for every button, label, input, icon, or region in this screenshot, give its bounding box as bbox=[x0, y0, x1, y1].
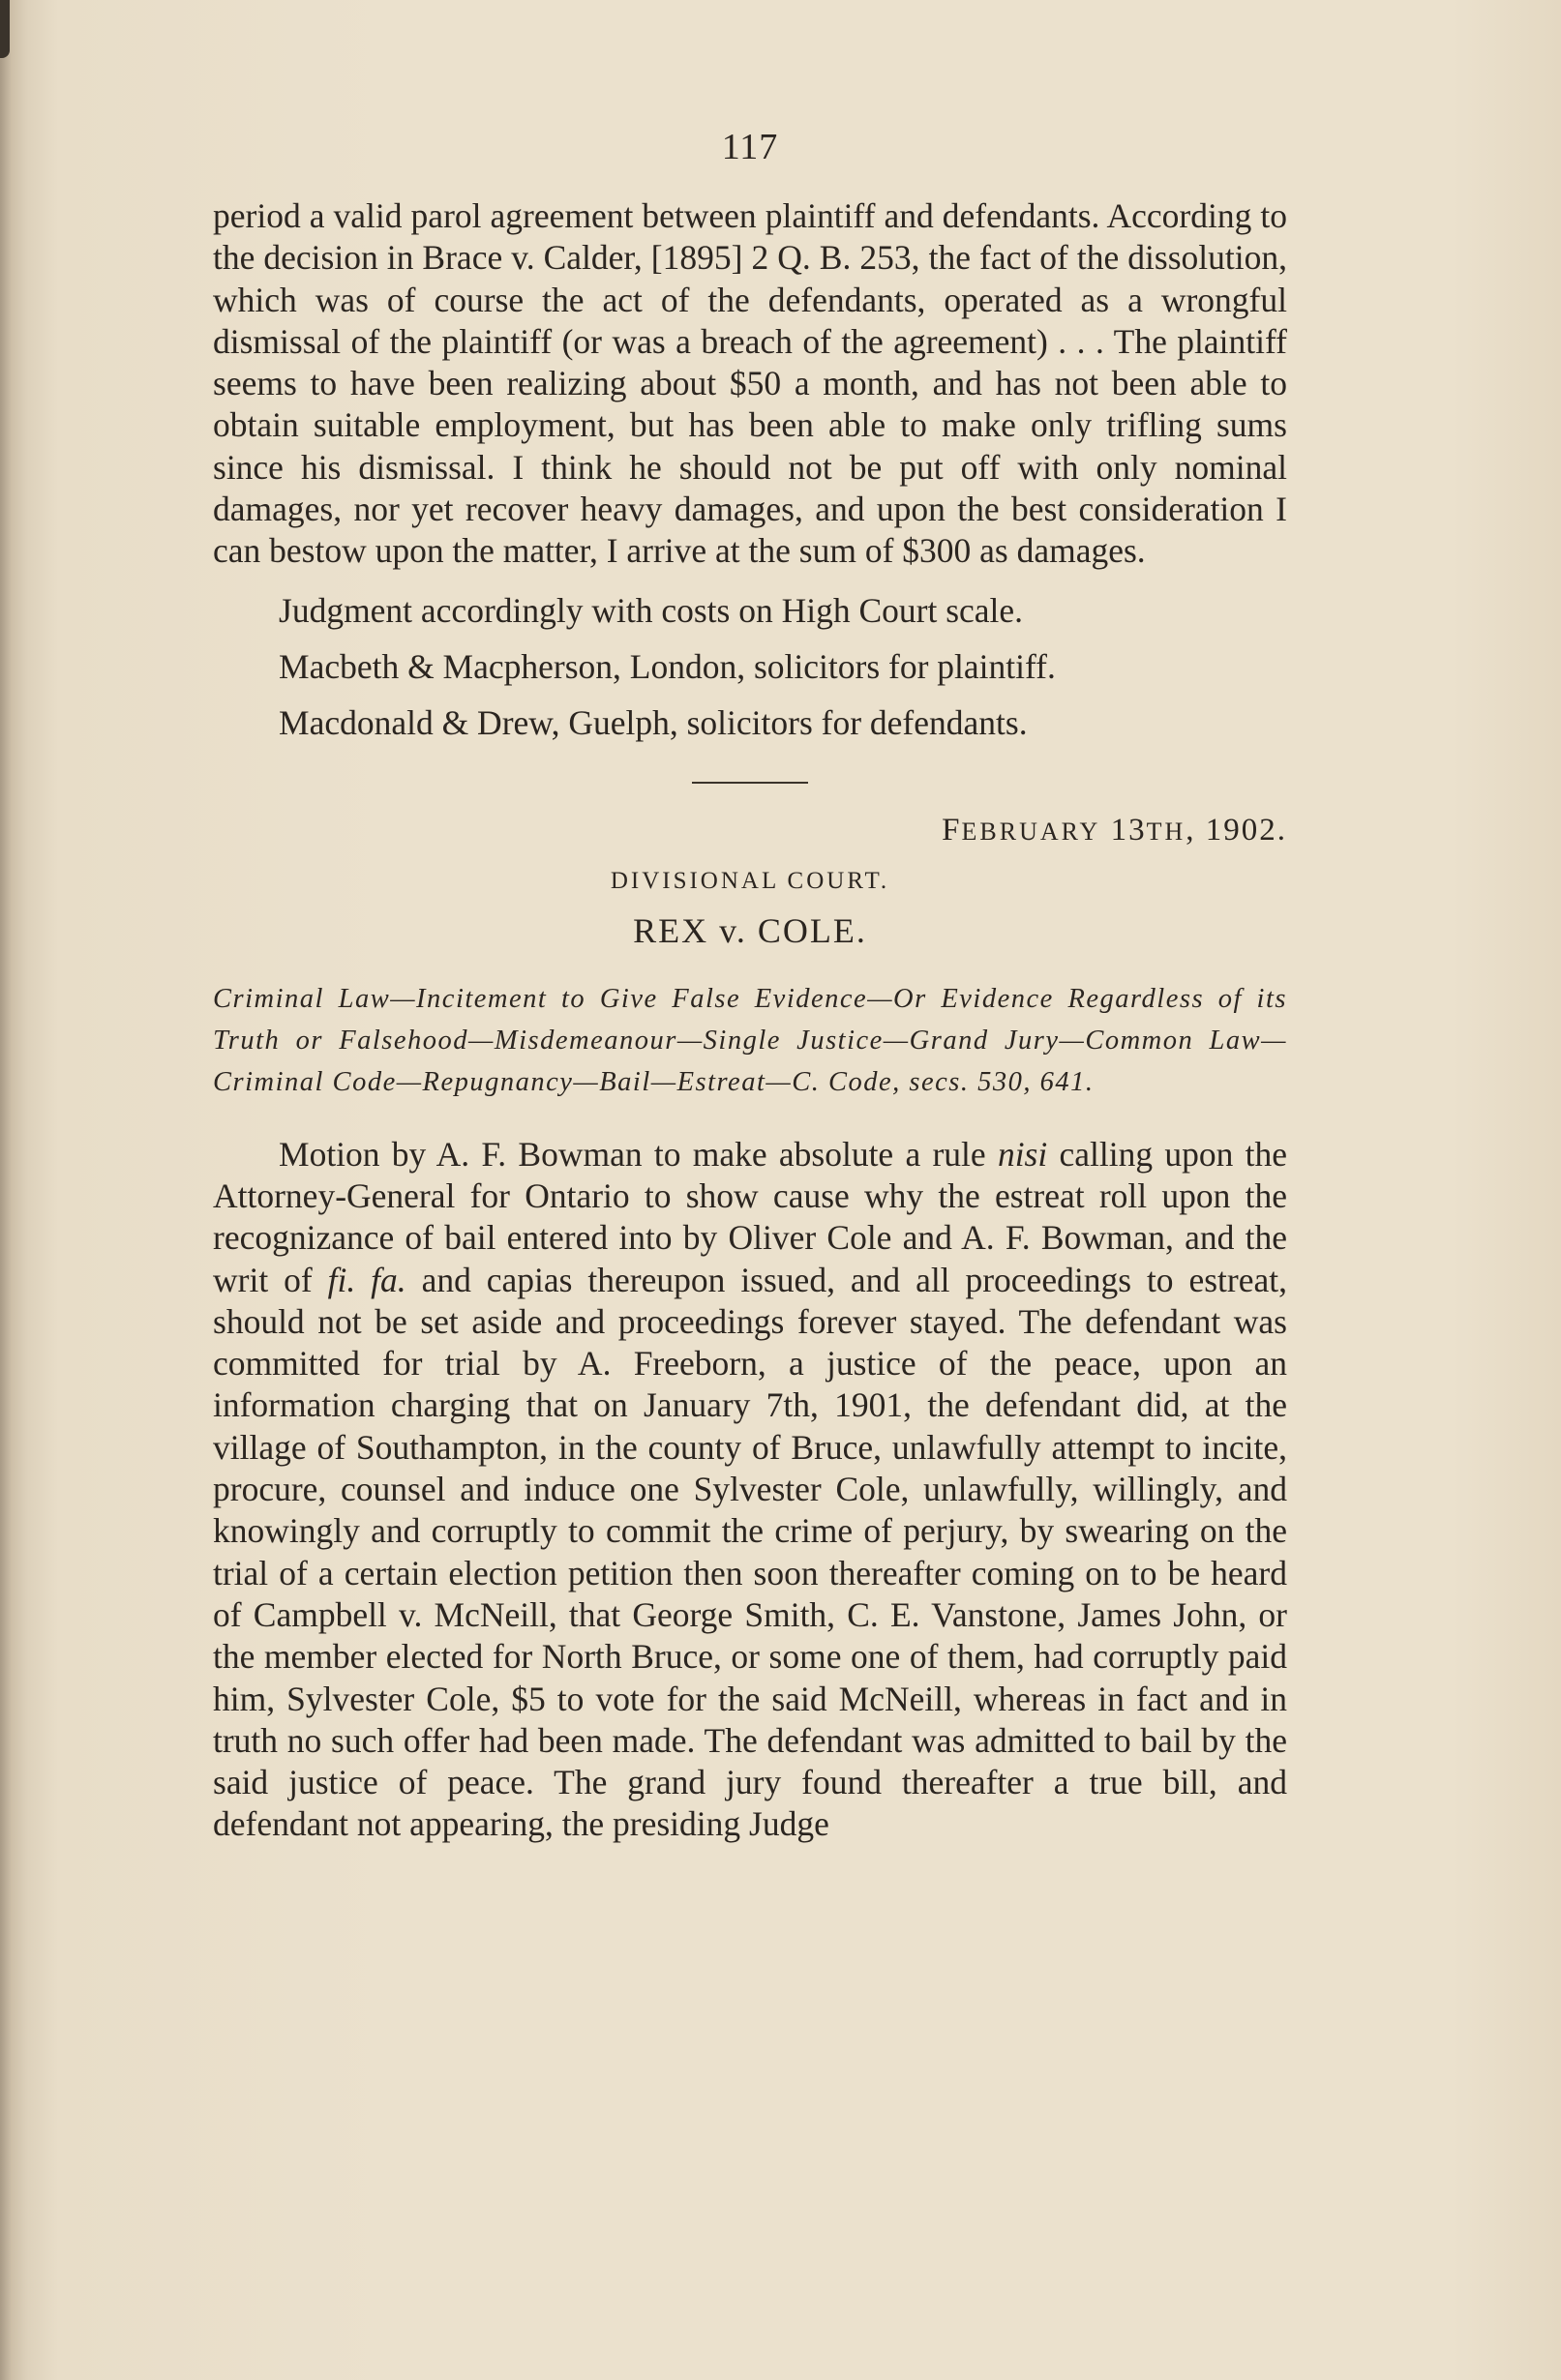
date-day: 13 bbox=[1110, 812, 1147, 848]
solicitors-defendants: Macdonald & Drew, Guelph, solicitors for defendants. bbox=[279, 702, 1028, 742]
date-initial: F bbox=[942, 812, 962, 848]
court-name: DIVISIONAL COURT. bbox=[610, 867, 890, 894]
date-suffix: TH bbox=[1146, 817, 1186, 846]
motion-nisi: nisi bbox=[997, 1134, 1048, 1174]
motion-text-a: Motion by A. F. Bowman to make absolute a rule bbox=[279, 1134, 998, 1174]
motion-text-c: and capias thereupon issued, and all proceedings to estreat, should not be set aside and proceedings forever stayed. The defendant was committed for trial by A. Freeborn, a justice of the peace, upon an information charging that on January 7th, 1901, the defendant did, at the village of Southampton, in the county of Bruce, unlawfully attempt to incite, procure, counsel and induce one Sylvester Cole, unlawfully, willingly, and knowingly and corruptly to commit the crime of perjury, by swearing on the trial of a certain election petition then soon thereafter coming on to be heard of Campbell v. McNeill, that George Smith, C. E. Vanstone, James John, or the member elected for North Bruce, or some one of them, had corruptly paid him, Sylvester Cole, $5 to vote for the said McNeill, whereas in fact and in truth no such offer had been made. The defendant was admitted to bail by the said justice of peace. The grand jury found thereafter a true bill, and defendant not appearing, the presiding Judge bbox=[213, 1260, 1287, 1844]
date-month: EBRUARY bbox=[961, 817, 1101, 846]
headnote: Criminal Law—Incitement to Give False Evidence—Or Evidence Regardless of its Truth or Falsehood—Misdemeanour—Single Justice—Grand Jury—Common Law—Criminal Code—Repugnancy—Bail—Estreat—C. Code, secs. 530, 641. bbox=[213, 983, 1287, 1097]
paragraph-motion bbox=[213, 1134, 1287, 1846]
judgment-line: Judgment accordingly with costs on High Court scale. bbox=[279, 590, 1024, 630]
binding-edge bbox=[0, 0, 10, 58]
decision-date bbox=[213, 813, 1287, 848]
paragraph-damages: period a valid parol agreement between plaintiff and defendants. According to the decision in Brace v. Calder, [1895] 2 Q. B. 253, the fact of the dissolution, which was of course the act of the defendants, operated as a wrongful dismissal of the plaintiff (or was a breach of the agreement) . . . The plaintiff seems to have been realizing about $50 a month, and has not been able to obtain suitable employment, but has been able to make only trifling sums since his dismissal. I think he should not be put off with only nominal damages, nor yet recover heavy damages, and upon the best consideration I can bestow upon the matter, I arrive at the sum of $300 as damages. bbox=[213, 196, 1287, 571]
date-year: , 1902. bbox=[1186, 812, 1287, 848]
page-content bbox=[213, 126, 1287, 1846]
case-title: REX v. COLE. bbox=[633, 910, 867, 950]
motion-fifa: fi. fa. bbox=[327, 1260, 406, 1299]
solicitors-plaintiff: Macbeth & Macpherson, London, solicitors for plaintiff. bbox=[279, 646, 1056, 686]
motion-text-b: calling upon the Attorney-General for Ontario to show cause why the estreat roll upon the recognizance of bail entered into by Oliver Cole and A. F. Bowman, and the writ of bbox=[213, 1134, 1287, 1299]
section-divider bbox=[692, 782, 808, 784]
page-number: 117 bbox=[721, 127, 779, 167]
